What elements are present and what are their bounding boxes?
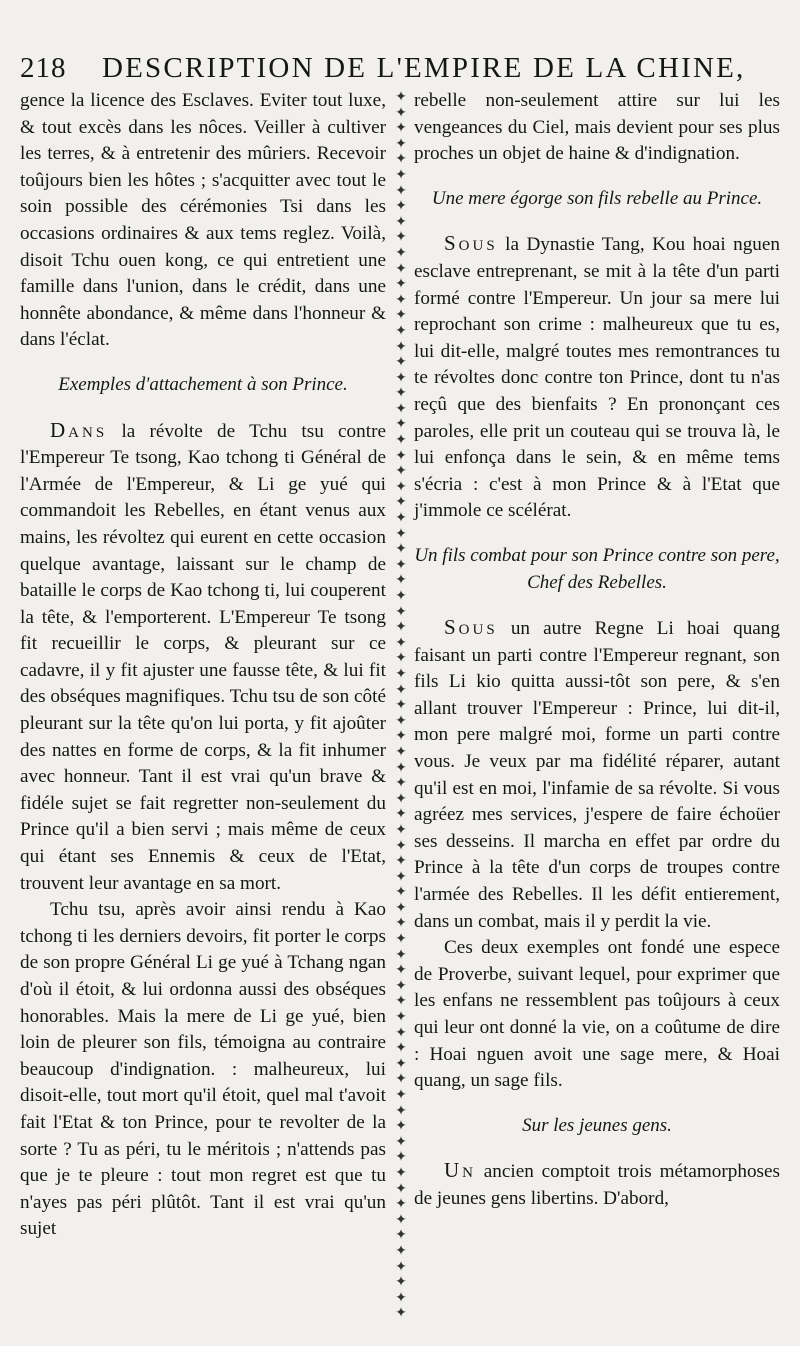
- ornament-glyph: ✦: [395, 166, 407, 183]
- ornament-glyph: ✦: [395, 1289, 407, 1306]
- right-section-heading-2: [414, 543, 780, 596]
- ornament-glyph: ✦: [395, 977, 407, 994]
- ornament-glyph: ✦: [395, 369, 407, 386]
- ornament-glyph: ✦: [395, 1258, 407, 1275]
- ornament-glyph: ✦: [395, 1211, 407, 1228]
- ornament-glyph: ✦: [395, 1242, 407, 1259]
- ornament-glyph: ✦: [395, 447, 407, 464]
- ornament-glyph: ✦: [395, 665, 407, 682]
- ornament-glyph: ✦: [395, 525, 407, 542]
- ornament-glyph: ✦: [395, 806, 407, 823]
- ornament-glyph: ✦: [395, 322, 407, 339]
- ornament-glyph: ✦: [395, 572, 407, 589]
- left-section-heading: Exemples d'attachement à son Prince.: [58, 373, 348, 395]
- ornament-glyph: ✦: [395, 276, 407, 293]
- ornament-glyph: ✦: [395, 478, 407, 495]
- ornament-glyph: ✦: [395, 400, 407, 417]
- ornament-glyph: ✦: [395, 915, 407, 932]
- ornament-glyph: ✦: [395, 510, 407, 527]
- ornament-glyph: ✦: [395, 697, 407, 714]
- ornament-glyph: ✦: [395, 1102, 407, 1119]
- page-number: 218: [20, 52, 67, 84]
- right-column: [414, 88, 780, 1213]
- ornament-glyph: ✦: [395, 1118, 407, 1135]
- ornament-glyph: ✦: [395, 821, 407, 838]
- ornament-glyph: ✦: [395, 1071, 407, 1088]
- heading-line: Chef des Rebelles.: [527, 571, 667, 593]
- ornament-glyph: ✦: [395, 603, 407, 620]
- ornament-glyph: ✦: [395, 307, 407, 324]
- ornament-glyph: ✦: [395, 432, 407, 449]
- ornament-glyph: ✦: [395, 775, 407, 792]
- paragraph-text: la révolte de Tchu tsu contre l'Empereur Te tsong, Kao tchong ti Général de l'Armée de l'Empereur, & Li ge yué qui commandoit les Rebelles, en étant venus aux mains, les révoltez qui eurent en cette occasion quelque avantage, laissant sur le champ de bataille le corps de Kao tchong ti, lui couperent la tête, & l'emporterent. L'Empereur Te tsong fit recueillir le corps, & pleurant sur ce cadavre, il y fit ajuster une fausse tête, & lui fit des obséques magnifiques. Tchu tsu de son côté pleurant sur la tête qu'on lui porta, y fit ajoûter des nattes en forme de corps, & la fit inhumer avec honneur. Tant il est vrai qu'un brave & fidéle sujet se fait regretter non-seulement du Prince qu'il a bien servi ; mais même de ceux qui étant ses Ennemis & ceux de l'Etat, trouvent leur avantage en sa mort.: [20, 420, 386, 894]
- ornament-glyph: ✦: [395, 229, 407, 246]
- dropcap: Sous: [444, 615, 498, 640]
- ornament-glyph: ✦: [395, 868, 407, 885]
- ornament-glyph: ✦: [395, 1227, 407, 1244]
- running-title: DESCRIPTION DE L'EMPIRE DE LA CHINE,: [102, 52, 746, 84]
- ornament-glyph: ✦: [395, 385, 407, 402]
- ornament-glyph: ✦: [395, 244, 407, 261]
- ornament-glyph: ✦: [395, 962, 407, 979]
- ornament-glyph: ✦: [395, 837, 407, 854]
- dropcap: Dans: [50, 417, 108, 442]
- ornament-glyph: ✦: [395, 743, 407, 760]
- right-paragraph-4: Ces deux exemples ont fondé une espece de Proverbe, suivant lequel, pour exprimer que les enfans ne ressemblent pas toûjours à ceux qui leur ont donné la vie, on a coûtume de dire : Hoai nguen avoit une sage mere, & Hoai quang, un sage fils.: [414, 937, 780, 1092]
- ornament-glyph: ✦: [395, 182, 407, 199]
- ornament-glyph: ✦: [395, 993, 407, 1010]
- ornament-glyph: ✦: [395, 151, 407, 168]
- ornament-glyph: ✦: [395, 1087, 407, 1103]
- ornament-glyph: ✦: [395, 104, 407, 121]
- paragraph-text: la Dynastie Tang, Kou hoai nguen esclave entreprenant, se mit à la tête d'un parti formé contre l'Empereur. Un jour sa mere lui reprochant son crime : malheureux que tu es, lui dit-elle, malgré toutes mes remontrances tu te révoltes donc contre ton Prince, dont tu n'as reçû que des bienfaits ? En prononçant ces paroles, elle prit un couteau qui se trouva là, le lui enfonça dans le sein, & en même tems s'écria : c'est à mon Prince & à l'Etat que j'immole ce scélérat.: [414, 234, 780, 522]
- ornament-glyph: ✦: [395, 338, 407, 355]
- ornament-glyph: ✦: [395, 619, 407, 636]
- ornament-glyph: ✦: [395, 712, 407, 729]
- ornament-glyph: ✦: [395, 728, 407, 745]
- ornament-glyph: ✦: [395, 634, 407, 651]
- ornament-glyph: ✦: [395, 853, 407, 870]
- ornament-glyph: ✦: [395, 260, 407, 277]
- ornament-glyph: ✦: [395, 135, 407, 152]
- ornament-glyph: ✦: [395, 884, 407, 901]
- heading-line: Un fils combat pour son Prince contre son pere,: [414, 544, 780, 566]
- ornament-glyph: ✦: [395, 556, 407, 573]
- ornament-glyph: ✦: [395, 759, 407, 776]
- ornament-glyph: ✦: [395, 463, 407, 480]
- ornament-glyph: ✦: [395, 1149, 407, 1166]
- ornament-glyph: ✦: [395, 1305, 407, 1322]
- ornament-glyph: ✦: [395, 681, 407, 698]
- ornament-glyph: ✦: [395, 946, 407, 963]
- left-paragraph-1: gence la licence des Esclaves. Eviter tout luxe, & tout excès dans les nôces. Veiller à cultiver les terres, & à entretenir des mûriers. Recevoir toûjours bien les hôtes ; s'acquitter avec tout le soin possible des cérémonies Tsi dans les occasions ordinaires & aux tems reglez. Voilà, disoit Tchu ouen kong, ce qui entretient une famille dans l'union, dans le crédit, dans une honnête abondance, & même dans l'honneur & dans l'éclat.: [20, 90, 386, 351]
- ornament-glyph: ✦: [395, 790, 407, 807]
- ornament-glyph: ✦: [395, 541, 407, 558]
- ornament-glyph: ✦: [395, 354, 407, 371]
- ornament-glyph: ✦: [395, 1024, 407, 1041]
- right-paragraph-3: [414, 614, 780, 935]
- right-section-heading-1: Une mere égorge son fils rebelle au Prince.: [431, 187, 763, 209]
- ornament-glyph: ✦: [395, 198, 407, 215]
- ornament-glyph: ✦: [395, 1055, 407, 1072]
- ornament-glyph: ✦: [395, 213, 407, 230]
- right-paragraph-1: rebelle non-seulement attire sur lui les vengeances du Ciel, mais devient pour ses plus proches un objet de haine & d'indignation.: [414, 90, 780, 165]
- paragraph-text: un autre Regne Li hoai quang faisant un parti contre l'Empereur regnant, son fils Li kio quitta aussi-tôt son pere, & s'en allant trouver l'Empereur : Prince, lui dit-il, mon pere malgré moi, forme un parti contre vous. Je veux par ma fidélité réparer, autant qu'il est en moi, l'infamie de sa révolte. Si vous agréez mes services, j'espere de faire échoüer ses desseins. Il marcha en effet par ordre du Prince à la tête d'un corps de troupes contre l'armée des Rebelles. Il les défit entierement, dans un combat, mais il y perdit la vie.: [414, 618, 780, 932]
- ornament-glyph: ✦: [395, 899, 407, 916]
- ornament-glyph: ✦: [395, 120, 407, 137]
- right-paragraph-5: [414, 1157, 780, 1212]
- left-column: [20, 88, 386, 1243]
- ornament-glyph: ✦: [395, 90, 407, 105]
- left-paragraph-2: [20, 417, 386, 898]
- ornament-glyph: ✦: [395, 588, 407, 604]
- ornament-glyph: ✦: [395, 931, 407, 948]
- ornament-glyph: ✦: [395, 291, 407, 308]
- paragraph-text: ancien comptoit trois métamorphoses de jeunes gens libertins. D'abord,: [414, 1161, 780, 1209]
- ornament-glyph: ✦: [395, 1009, 407, 1026]
- page-header: [20, 52, 780, 86]
- right-paragraph-2: [414, 230, 780, 525]
- ornament-glyph: ✦: [395, 1164, 407, 1181]
- ornament-glyph: ✦: [395, 1274, 407, 1291]
- ornament-glyph: ✦: [395, 1196, 407, 1213]
- ornament-glyph: ✦: [395, 494, 407, 511]
- ornament-glyph: ✦: [395, 1040, 407, 1057]
- ornament-glyph: ✦: [395, 416, 407, 433]
- column-ornament-divider: [394, 90, 408, 1326]
- ornament-glyph: ✦: [395, 1180, 407, 1197]
- dropcap: Un: [444, 1158, 476, 1183]
- ornament-glyph: ✦: [395, 1133, 407, 1150]
- dropcap: Sous: [444, 231, 498, 256]
- ornament-glyph: ✦: [395, 650, 407, 667]
- right-section-heading-3: Sur les jeunes gens.: [522, 1114, 672, 1136]
- left-paragraph-3: Tchu tsu, après avoir ainsi rendu à Kao tchong ti les derniers devoirs, fit porter le corps de son propre Général Li ge yué à Tchang ngan d'où il étoit, & lui ordonna aussi des obséques honorables. Mais la mere de Li ge yué, bien loin de pleurer son fils, témoigna au contraire beaucoup d'indignation. : malheureux, lui disoit-elle, tout mort qu'il étoit, quel mal t'avoit fait l'Etat & ton Prince, pour te revolter de la sorte ? Tu as péri, tu le méritois ; n'attends pas que je te pleure : tout mon regret est que tu n'ayes pas péri plûtôt. Tant il est vrai qu'un sujet: [20, 899, 386, 1240]
